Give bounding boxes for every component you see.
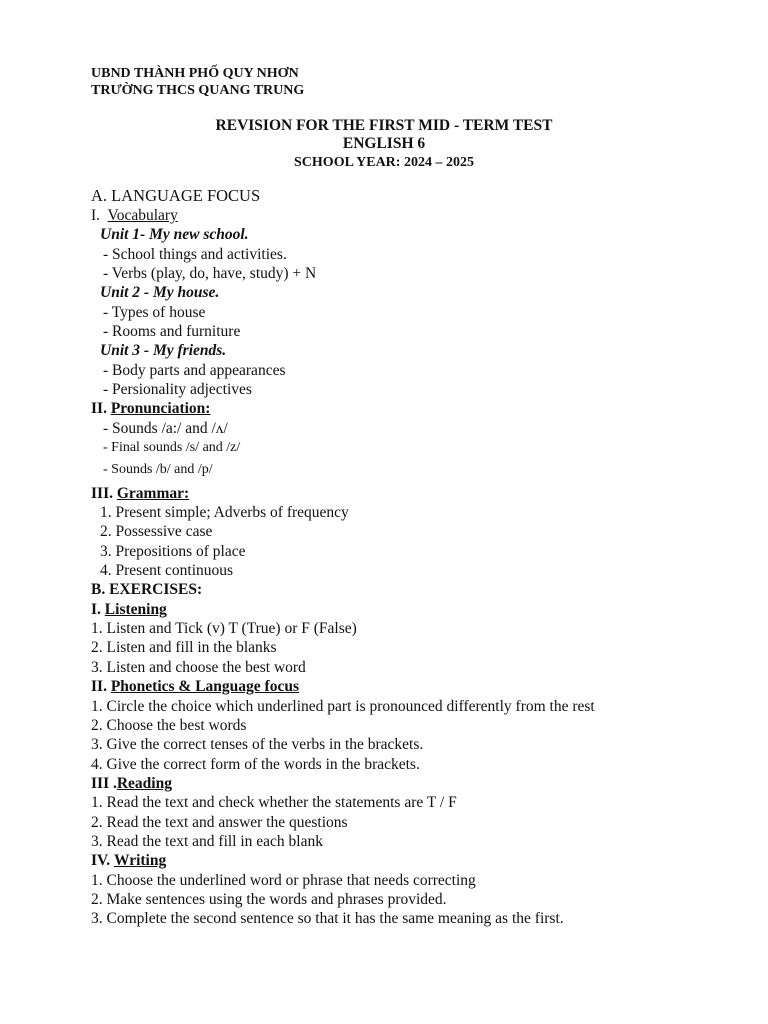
unit3-item: - Body parts and appearances: [103, 362, 286, 379]
reading-item: 3. Read the text and fill in each blank: [91, 833, 323, 850]
writing-num: IV.: [91, 852, 111, 869]
writing-item: 2. Make sentences using the words and phrases provided.: [91, 891, 447, 908]
vocab-num: I.: [91, 207, 101, 224]
pronunciation-heading: [91, 399, 210, 418]
reading-num: III .: [91, 775, 117, 792]
phonetics-item: 4. Give the correct form of the words in the brackets.: [91, 756, 420, 773]
grammar-item: 4. Present continuous: [100, 562, 234, 579]
listening-label: Listening: [104, 601, 167, 618]
listening-num: I.: [91, 601, 101, 618]
grammar-item: 3. Prepositions of place: [100, 543, 246, 560]
unit3-item: - Persionality adjectives: [103, 381, 252, 398]
reading-heading: [91, 774, 172, 793]
vocab-heading: [91, 206, 178, 225]
header-org: UBND THÀNH PHỐ QUY NHƠN: [91, 66, 299, 81]
pron-num: II.: [91, 400, 107, 417]
phonetics-num: II.: [91, 678, 107, 695]
grammar-num: III.: [91, 485, 113, 502]
reading-item: 1. Read the text and check whether the statements are T / F: [91, 794, 457, 811]
unit1-item: - Verbs (play, do, have, study) + N: [103, 265, 317, 282]
reading-item: 2. Read the text and answer the questions: [91, 814, 348, 831]
pron-item: - Sounds /b/ and /p/: [103, 462, 213, 477]
grammar-label: Grammar:: [116, 485, 190, 502]
grammar-item: 1. Present simple; Adverbs of frequency: [100, 504, 349, 521]
listening-item: 3. Listen and choose the best word: [91, 659, 306, 676]
school-year: SCHOOL YEAR: 2024 – 2025: [294, 155, 474, 170]
reading-label: Reading: [116, 775, 172, 792]
unit2-item: - Rooms and furniture: [103, 323, 241, 340]
phonetics-heading: [91, 677, 299, 696]
phonetics-item: 1. Circle the choice which underlined part is pronounced differently from the rest: [91, 698, 595, 715]
vocab-label: Vocabulary: [107, 207, 178, 224]
phonetics-item: 3. Give the correct tenses of the verbs in the brackets.: [91, 736, 424, 753]
listening-item: 1. Listen and Tick (v) T (True) or F (False): [91, 620, 357, 637]
unit3-title: Unit 3 - My friends.: [100, 342, 227, 359]
pron-label: Pronunciation:: [110, 400, 211, 417]
unit1-item: - School things and activities.: [103, 246, 287, 263]
section-a-heading: A. LANGUAGE FOCUS: [91, 186, 261, 205]
grammar-item: 2. Possessive case: [100, 523, 213, 540]
unit2-title: Unit 2 - My house.: [100, 284, 220, 301]
writing-heading: [91, 851, 166, 870]
writing-label: Writing: [113, 852, 167, 869]
listening-item: 2. Listen and fill in the blanks: [91, 639, 277, 656]
doc-subject: ENGLISH 6: [342, 135, 426, 152]
writing-item: 3. Complete the second sentence so that it has the same meaning as the first.: [91, 910, 564, 927]
phonetics-label: Phonetics & Language focus: [110, 678, 299, 695]
listening-heading: [91, 600, 167, 619]
pron-item: - Sounds /a:/ and /ʌ/: [103, 420, 228, 437]
pron-item: - Final sounds /s/ and /z/: [103, 440, 241, 455]
writing-item: 1. Choose the underlined word or phrase that needs correcting: [91, 872, 476, 889]
section-b-heading: B. EXERCISES:: [91, 581, 203, 598]
doc-title: REVISION FOR THE FIRST MID - TERM TEST: [215, 117, 553, 134]
grammar-heading: [91, 484, 189, 503]
unit1-title: Unit 1- My new school.: [100, 226, 249, 243]
header-school: TRƯỜNG THCS QUANG TRUNG: [91, 83, 305, 98]
phonetics-item: 2. Choose the best words: [91, 717, 247, 734]
unit2-item: - Types of house: [103, 304, 206, 321]
